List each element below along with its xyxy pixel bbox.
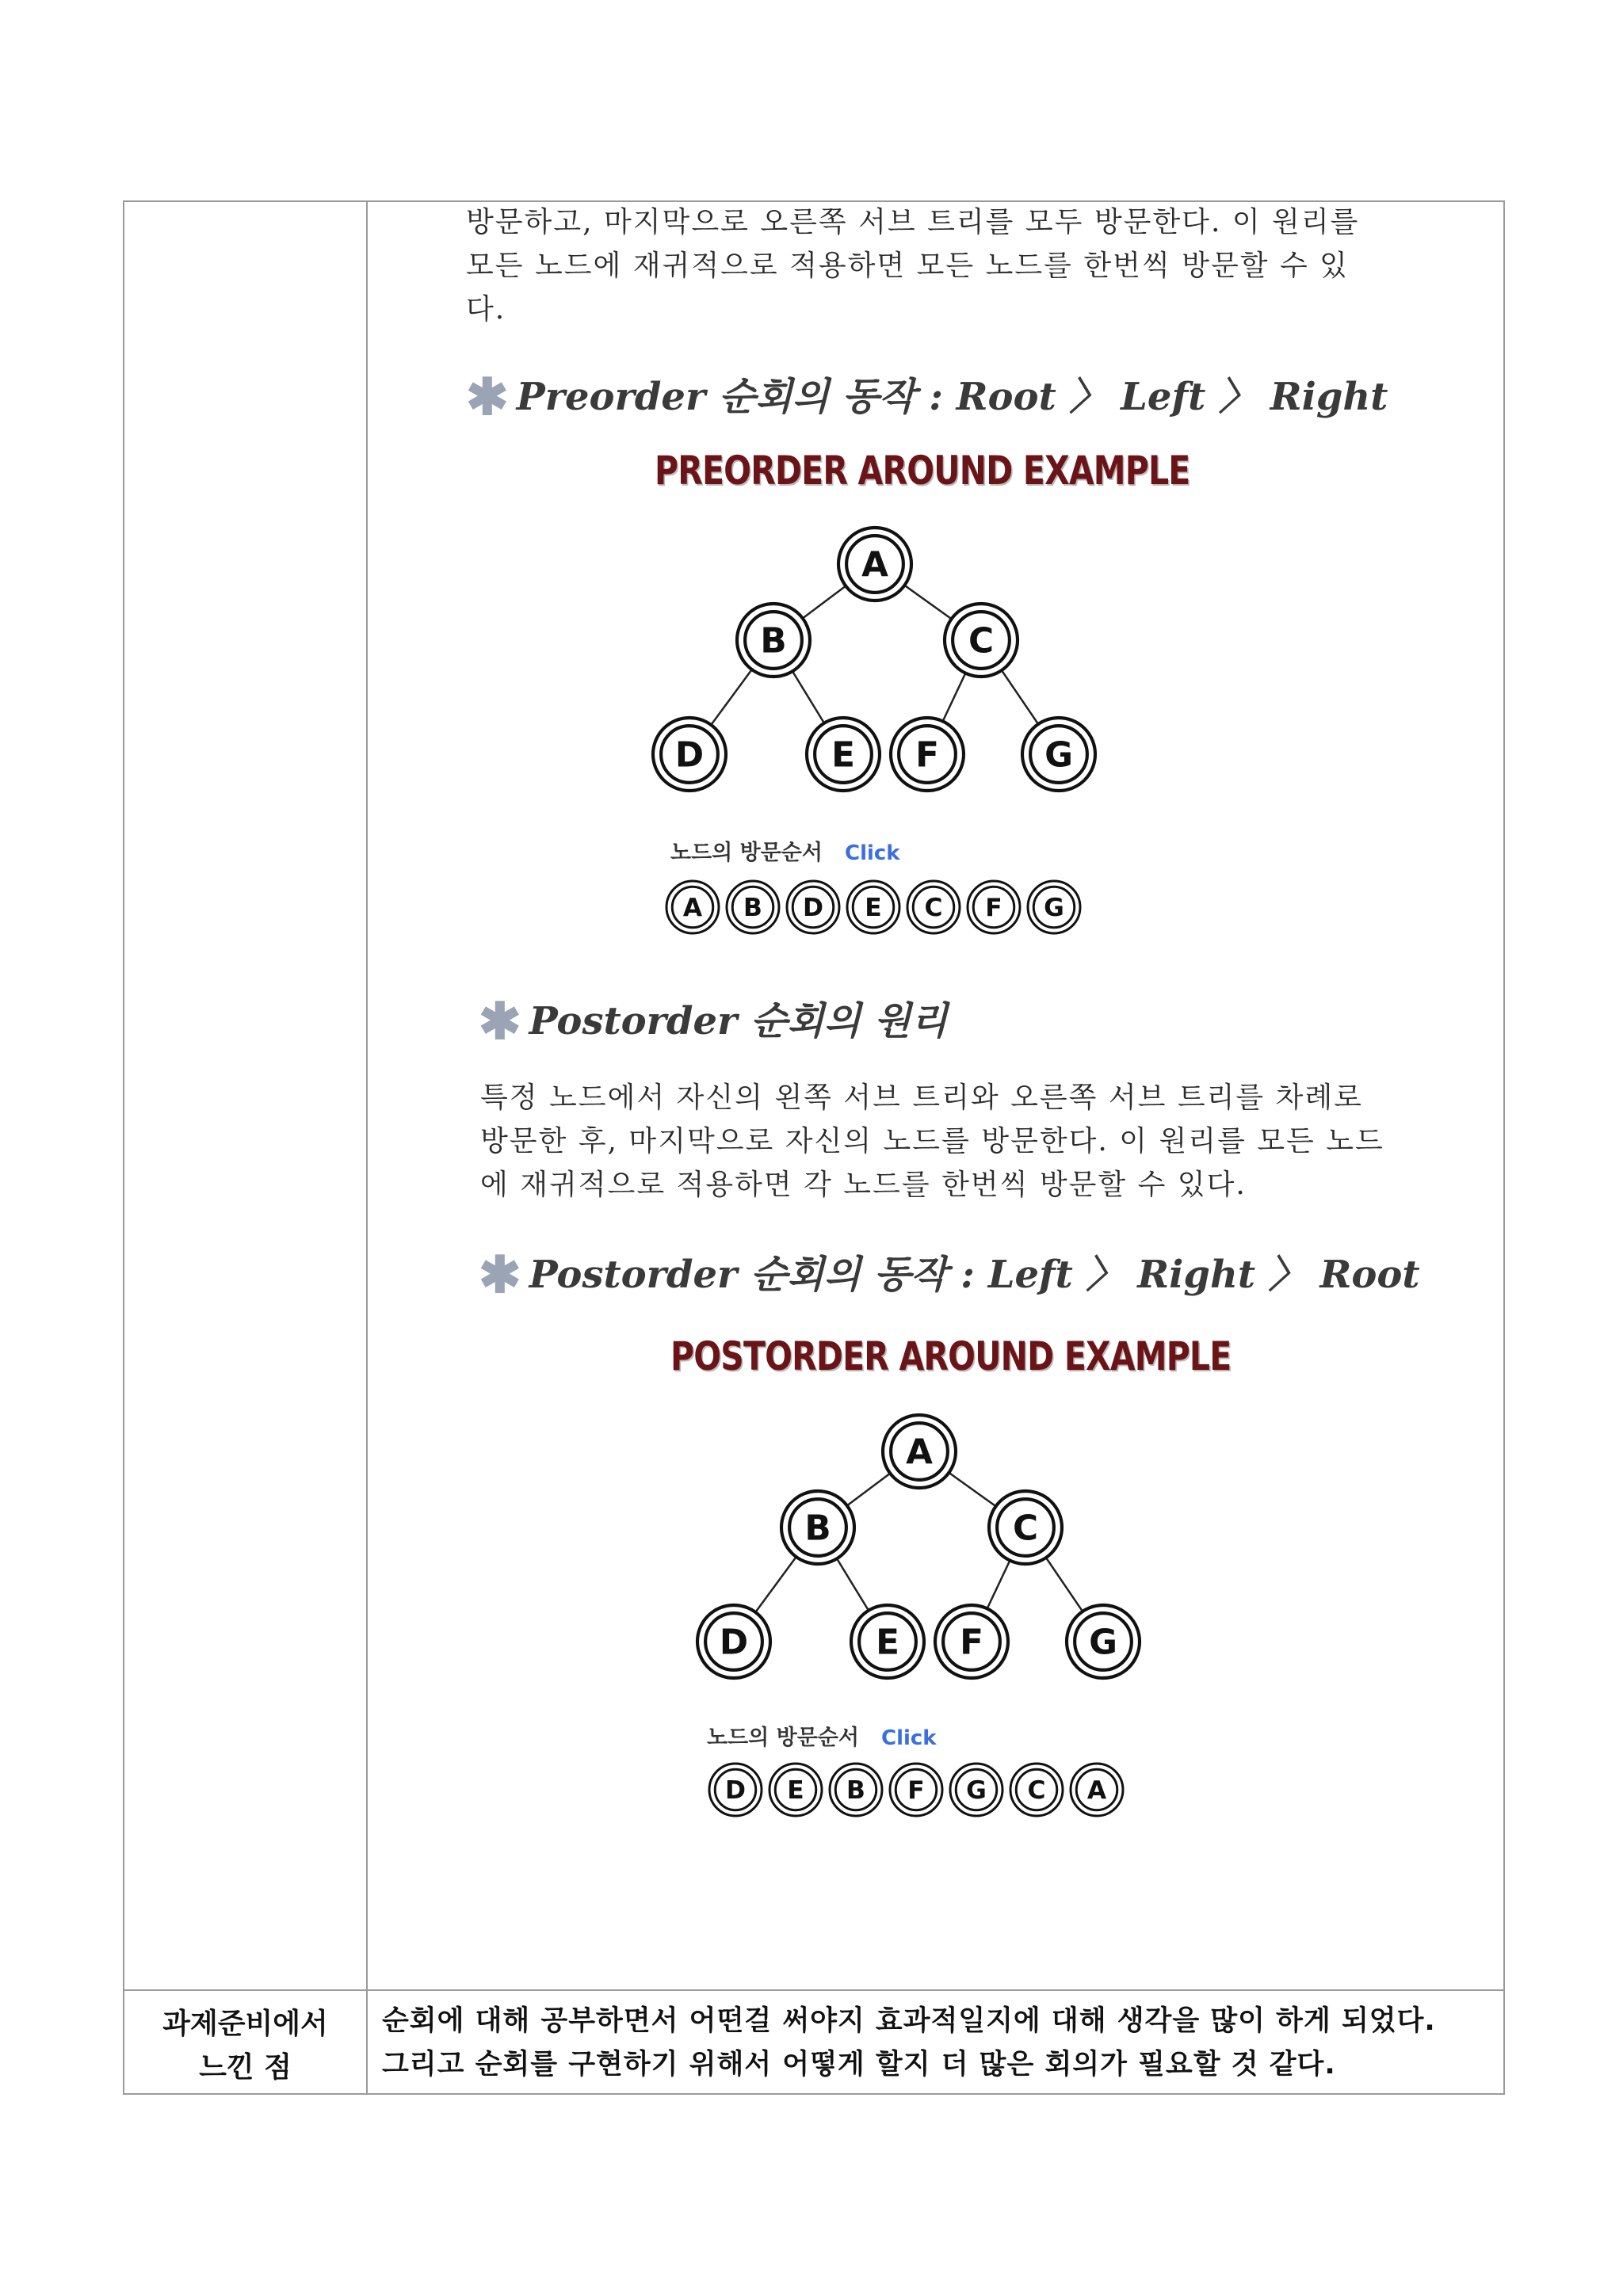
preorder-node-label: D [674, 734, 705, 776]
postorder-order-node-label: C [1027, 1776, 1046, 1806]
reflection-text: 순회에 대해 공부하면서 어떤걸 써야지 효과적일지에 대해 생각을 많이 하게 되었다. 그리고 순회를 구현하기 위해서 어떻게 할지 더 많은 회의가 필요할 것 같다. [382, 2005, 1436, 2081]
preorder-node-label: G [1044, 734, 1073, 776]
postorder-order-node-label: D [724, 1776, 747, 1806]
postorder-node-label: C [1012, 1508, 1039, 1549]
click-link[interactable]: Click [844, 841, 900, 865]
postorder-line: 특정 노드에서 자신의 왼쪽 서브 트리와 오른쪽 서브 트리를 차례로 [480, 1081, 1363, 1114]
postorder-order-label: 노드의 방문순서 Click [707, 1726, 937, 1750]
click-link[interactable]: Click [880, 1726, 937, 1750]
postorder-order-node-label: E [787, 1776, 804, 1806]
postorder-order-node-label: B [846, 1776, 865, 1806]
preorder-node-label: A [861, 544, 888, 585]
preorder-node-label: F [915, 734, 939, 776]
preorder-order-node-label: G [1044, 894, 1064, 923]
preorder-node-label: E [831, 734, 855, 776]
postorder-heading: ✱ Postorder 순회의 동작 : Left 〉 Right 〉 Root [479, 1245, 1420, 1305]
preorder-order-node-label: C [924, 894, 943, 923]
postorder-line: 방문한 후, 마지막으로 자신의 노드를 방문한다. 이 원리를 모든 노드 [480, 1125, 1384, 1158]
postorder-example-title: POSTORDER AROUND EXAMPLE [670, 1333, 1232, 1379]
postorder-node-label: E [876, 1622, 899, 1663]
intro-line: 방문하고, 마지막으로 오른쪽 서브 트리를 모두 방문한다. 이 원리를 [466, 206, 1360, 238]
postorder-order-node-label: F [907, 1776, 925, 1806]
preorder-order-node-label: B [743, 894, 762, 923]
reflection-label: 과제준비에서 느낀 점 [162, 2008, 328, 2084]
intro-line: 모든 노드에 재귀적으로 적용하면 모든 노드를 한번씩 방문할 수 있 [466, 250, 1349, 282]
preorder-example-title: PREORDER AROUND EXAMPLE [655, 448, 1190, 494]
preorder-order-node-label: A [682, 894, 703, 923]
postorder-node-label: D [719, 1622, 749, 1663]
postorder-node-label: A [906, 1432, 933, 1473]
postorder-principle-heading: ✱ Postorder 순회의 원리 [479, 992, 948, 1051]
asterisk-icon: ✱ [479, 992, 521, 1051]
postorder-order-node-label: A [1086, 1776, 1107, 1806]
preorder-order-label: 노드의 방문순서 Click [670, 841, 900, 865]
preorder-node-label: C [968, 620, 995, 662]
preorder-order-node-label: D [802, 894, 824, 923]
postorder-node-label: F [960, 1622, 983, 1663]
postorder-line: 에 재귀적으로 적용하면 각 노드를 한번씩 방문할 수 있다. [480, 1169, 1247, 1201]
preorder-order-node-label: E [865, 894, 882, 923]
preorder-order-node-label: F [985, 894, 1002, 923]
postorder-order-node-label: G [966, 1776, 987, 1806]
intro-line: 다. [466, 293, 506, 326]
preorder-node-label: B [760, 620, 787, 662]
postorder-node-label: B [804, 1508, 831, 1549]
asterisk-icon: ✱ [479, 1245, 521, 1305]
preorder-heading: ✱ Preorder 순회의 동작 : Root 〉 Left 〉 Right [466, 368, 1388, 427]
postorder-paragraph [480, 1076, 1384, 1207]
asterisk-icon: ✱ [466, 368, 509, 427]
postorder-node-label: G [1089, 1622, 1117, 1663]
